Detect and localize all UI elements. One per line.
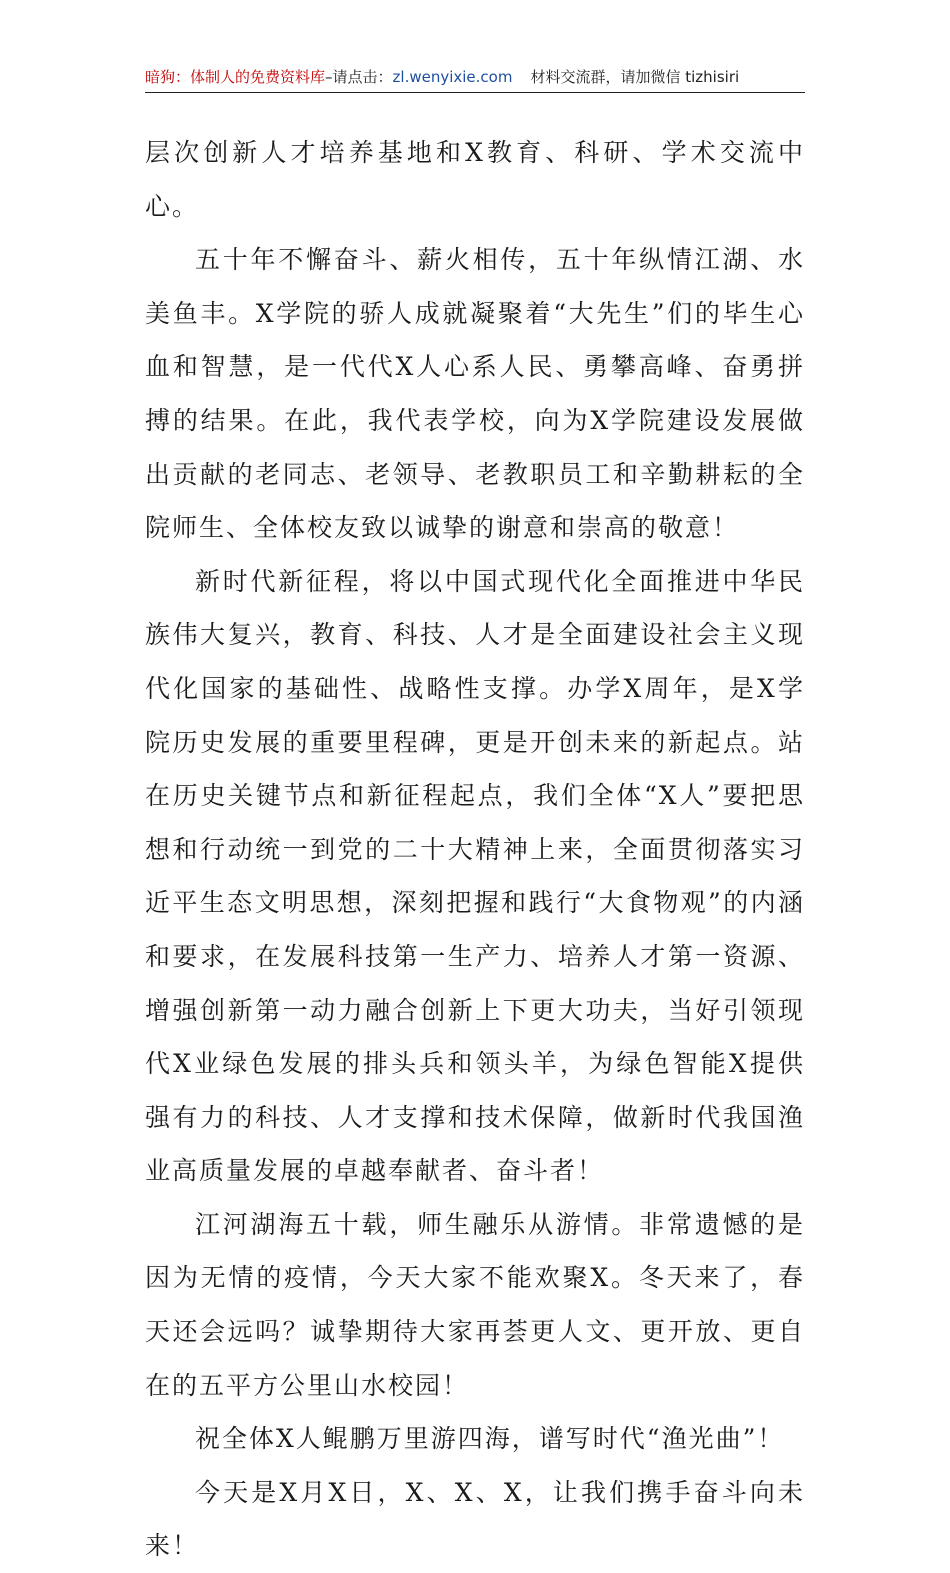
paragraph: 五十年不懈奋斗、薪火相传，五十年纵情江湖、水美鱼丰。X学院的骄人成就凝聚着“大先生”们的毕生心血和智慧，是一代代X人心系人民、勇攀高峰、奋勇拼搏的结果。在此，我代表学校，向为X学院建设发展做出贡献的老同志、老领导、老教职员工和辛勤耕耘的全院师生、全体校友致以诚挚的谢意和崇高的敬意！ [145,245,805,543]
paragraph-continuation: 层次创新人才培养基地和X教育、科研、学术交流中心。 [145,138,805,221]
header-brand: 暗狗：体制人的免费资料库 [145,68,326,86]
header-url-link[interactable]: zl.wenyixie.com [392,68,513,86]
header-wechat: 材料交流群，请加微信 tizhisiri [530,68,740,86]
paragraph: 今天是X月X日，X、X、X，让我们携手奋斗向未来！ [145,1477,805,1561]
paragraph: 江河湖海五十载，师生融乐从游情。非常遗憾的是因为无情的疫情，今天大家不能欢聚X。冬天来了，春天还会远吗？诚挚期待大家再荟更人文、更开放、更自在的五平方公里山水校园！ [145,1209,805,1400]
page-header [145,66,805,93]
paragraph: 新时代新征程，将以中国式现代化全面推进中华民族伟大复兴，教育、科技、人才是全面建设社会主义现代化国家的基础性、战略性支撑。办学X周年，是X学院历史发展的重要里程碑，更是开创未来的新起点。站在历史关键节点和新征程起点，我们全体“X人”要把思想和行动统一到党的二十大精神上来，全面贯彻落实习近平生态文明思想，深刻把握和践行“大食物观”的内涵和要求，在发展科技第一生产力、培养人才第一资源、增强创新第一动力融合创新上下更大功夫，当好引领现代X业绿色发展的排头兵和领头羊，为绿色智能X提供强有力的科技、人才支撑和技术保障，做新时代我国渔业高质量发展的卓越奉献者、奋斗者！ [145,566,805,1186]
paragraph: 祝全体X人鲲鹏万里游四海，谱写时代“渔光曲”！ [195,1424,785,1454]
document-body [145,126,805,1573]
header-prompt: –请点击： [325,68,393,86]
